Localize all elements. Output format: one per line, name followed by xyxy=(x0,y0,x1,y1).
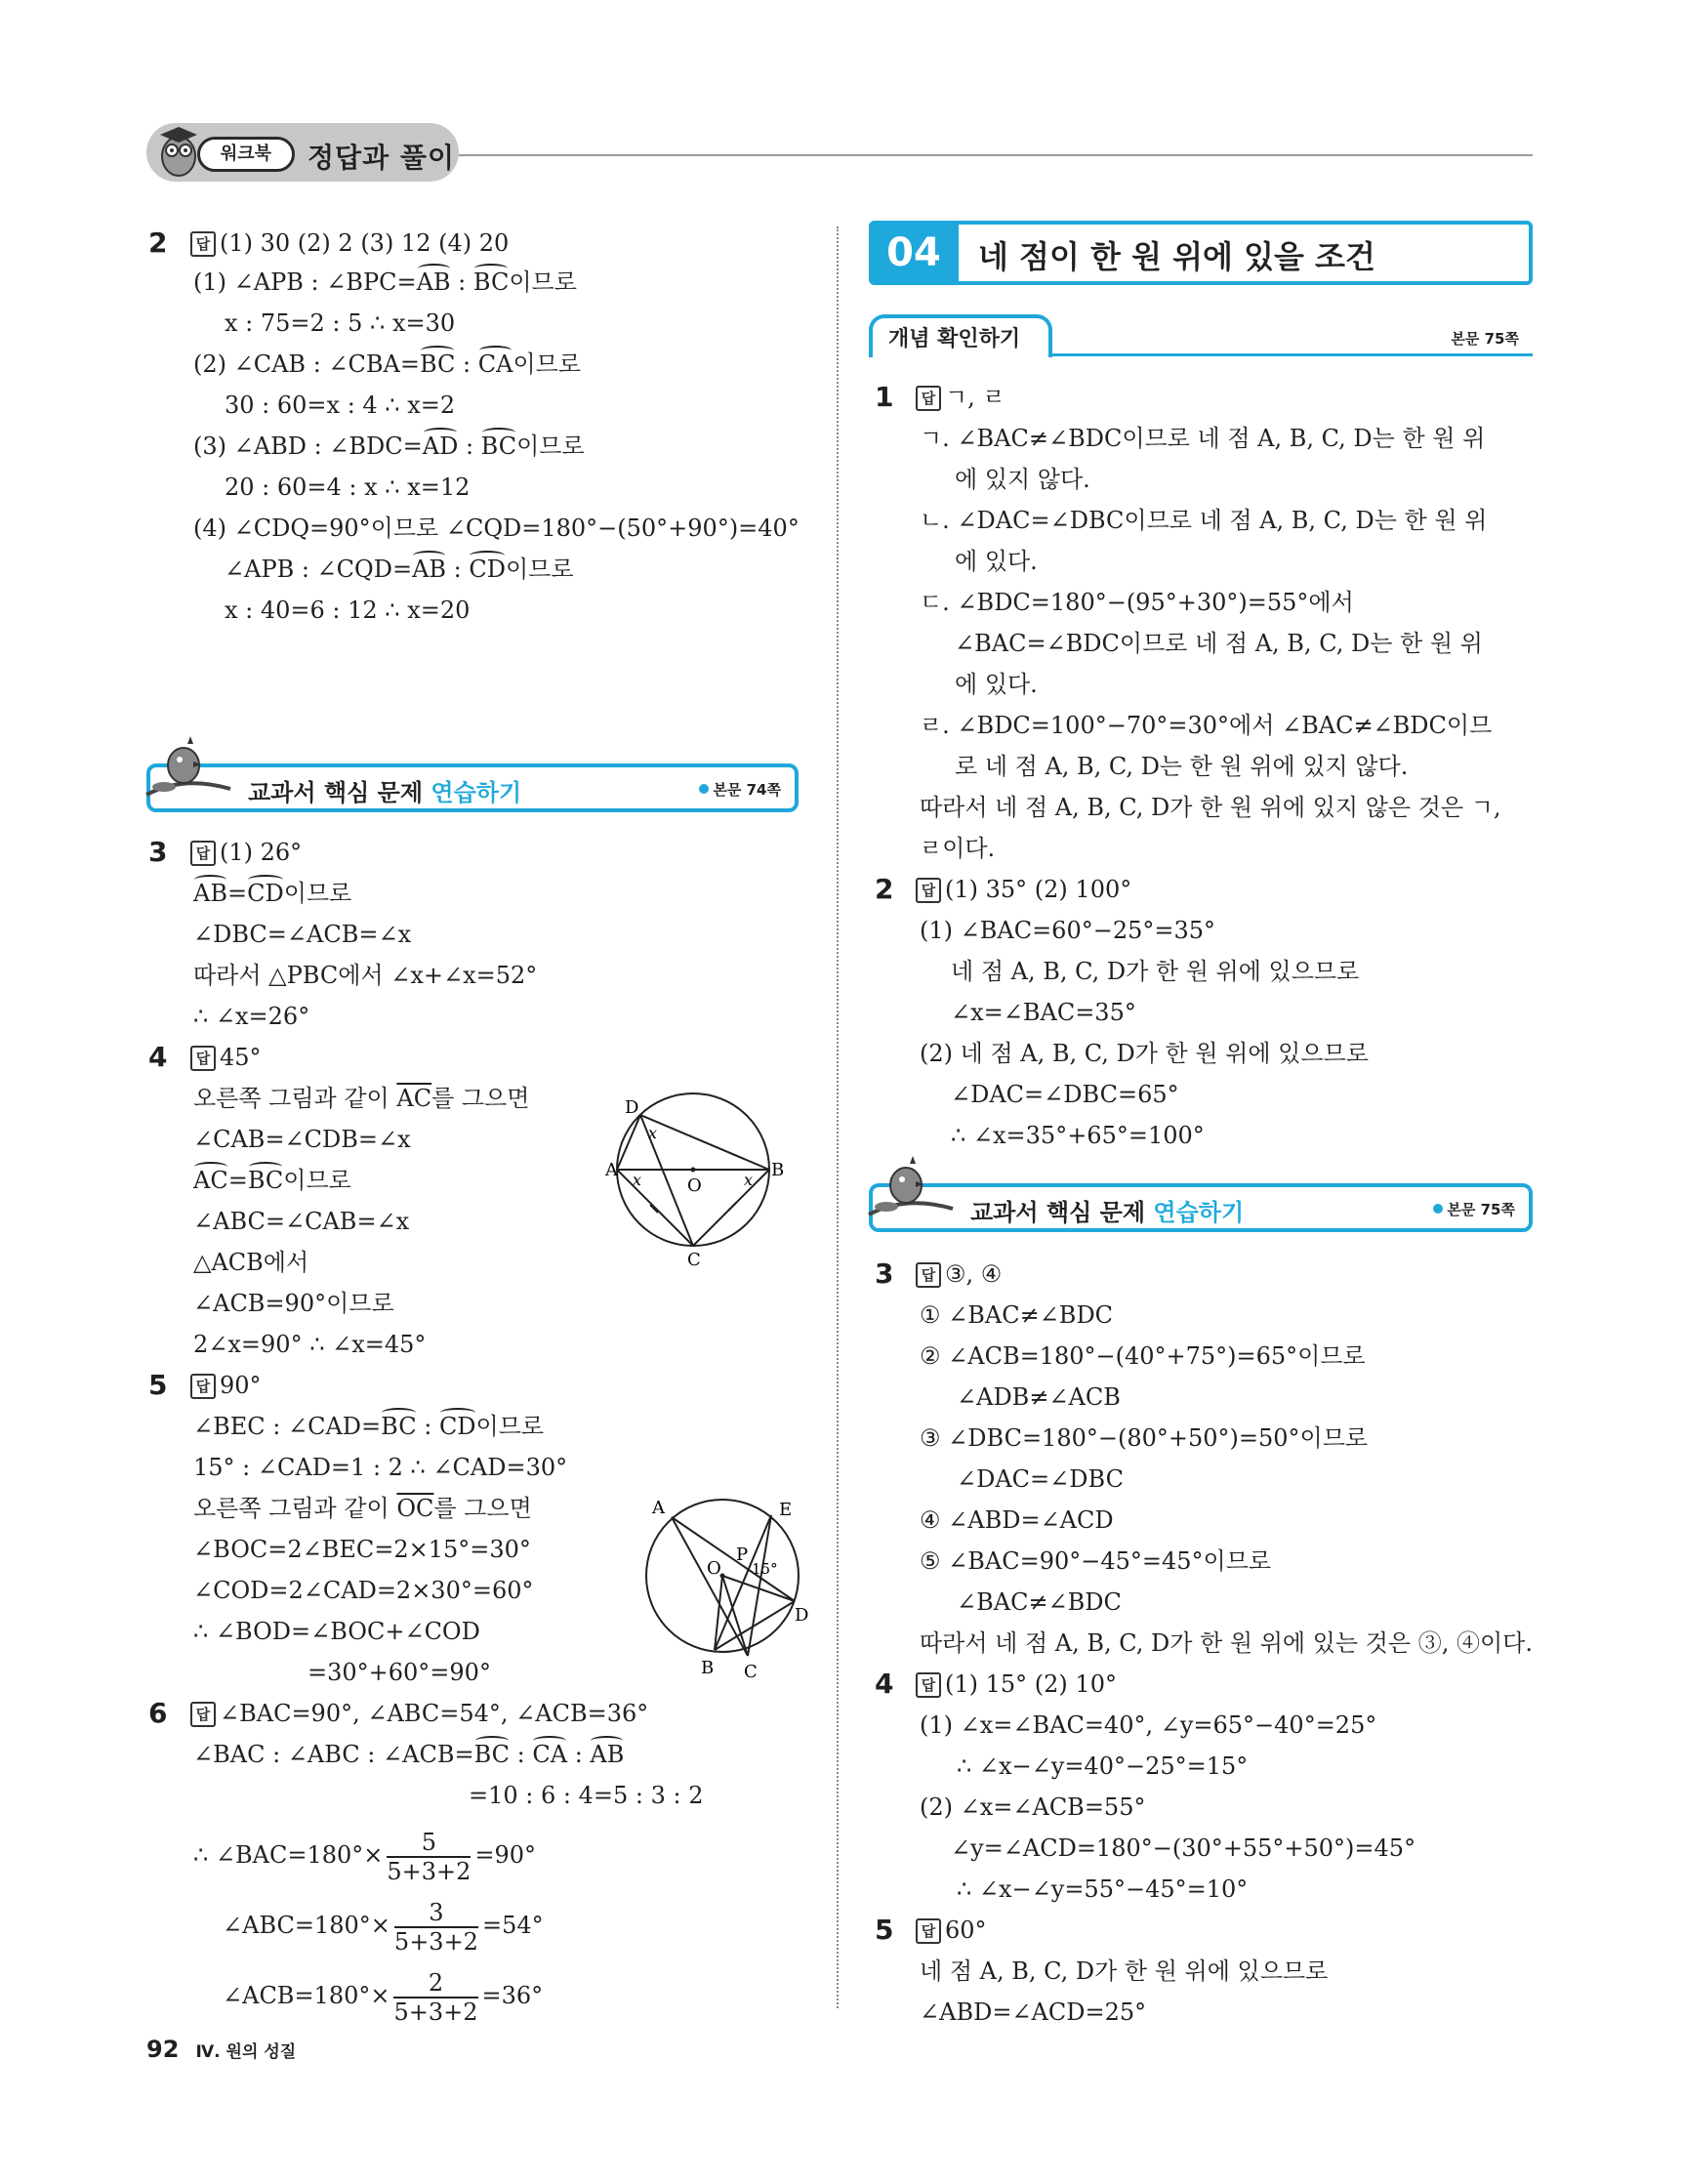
solution-line: ∠y=∠ACD=180°−(30°+55°+50°)=45° xyxy=(951,1834,1416,1862)
solution-line: AC=BC이므로 xyxy=(193,1167,351,1194)
solution-line: ㄱ. ∠BAC≠∠BDC이므로 네 점 A, B, C, D는 한 원 위 xyxy=(920,425,1486,452)
solution-line: x : 75=2 : 5 ∴ x=30 xyxy=(225,309,456,337)
point-label-c: C xyxy=(687,1250,701,1270)
solution-line: 오른쪽 그림과 같이 $\overline{OC}$를 그으면 xyxy=(193,1495,532,1522)
answer-line: 답 90° xyxy=(190,1371,262,1400)
chapter-title: Ⅳ. 원의 성질 xyxy=(195,2042,297,2062)
practice-banner xyxy=(146,763,799,812)
page-number: 92 xyxy=(146,2036,180,2063)
solution-line: ④ ∠ABD=∠ACD xyxy=(920,1506,1114,1534)
solution-line: 따라서 네 점 A, B, C, D가 한 원 위에 있는 것은 ③, ④이다. xyxy=(920,1629,1533,1657)
solution-line: 에 있지 않다. xyxy=(955,466,1090,493)
practice-banner xyxy=(869,1183,1533,1232)
solution-line: ㄷ. ∠BDC=180°−(95°+30°)=55°에서 xyxy=(920,589,1354,616)
solution-line: ∠x=∠BAC=35° xyxy=(951,999,1136,1026)
fraction-line: ∴ ∠BAC=180°× $\frac{5}{5+3+2}$ =90° xyxy=(193,1828,537,1885)
answer-line: 답 (1) 26° xyxy=(190,838,302,867)
solution-line: ∠DAC=∠DBC=65° xyxy=(951,1081,1179,1108)
point-label-p: P xyxy=(736,1545,749,1565)
solution-line: ∠DBC=∠ACB=∠x xyxy=(193,921,412,948)
left-column xyxy=(146,225,810,2026)
question-number: 5 xyxy=(148,1369,168,1401)
solution-line: 에 있다. xyxy=(955,671,1038,698)
page-footer xyxy=(146,2036,296,2063)
solution-line: ∠ACB=90°이므로 xyxy=(193,1290,394,1317)
solution-line: ∠DAC=∠DBC xyxy=(957,1465,1124,1493)
solution-line: ∠APB : ∠CQD=AB : CD이므로 xyxy=(225,556,574,583)
question-number: 1 xyxy=(875,381,894,413)
question-number: 5 xyxy=(875,1914,894,1946)
solution-line: =30°+60°=90° xyxy=(308,1659,491,1686)
solution-line: AB=CD이므로 xyxy=(193,880,352,907)
solution-line: ∠CAB=∠CDB=∠x xyxy=(193,1126,411,1153)
solution-line: ∴ ∠x−∠y=55°−45°=10° xyxy=(957,1875,1249,1903)
point-label-a: A xyxy=(605,1160,618,1180)
solution-line: ∴ ∠x=26° xyxy=(193,1003,310,1030)
solution-line: 로 네 점 A, B, C, D는 한 원 위에 있지 않다. xyxy=(955,753,1409,780)
answer-line: 답 45° xyxy=(190,1043,262,1072)
header-title: 정답과 풀이 xyxy=(308,142,455,174)
answer-line: 답 (1) 35° (2) 100° xyxy=(916,875,1131,904)
concept-label: 개념 확인하기 xyxy=(888,327,1021,351)
solution-line: △ACB에서 xyxy=(193,1249,309,1276)
point-label-d: D xyxy=(625,1097,639,1118)
solution-line: (1) ∠x=∠BAC=40°, ∠y=65°−40°=25° xyxy=(920,1711,1377,1739)
right-column xyxy=(869,379,1542,2026)
solution-line: (2) ∠CAB : ∠CBA=BC : CA이므로 xyxy=(193,350,582,378)
solution-line: 15° : ∠CAD=1 : 2 ∴ ∠CAD=30° xyxy=(193,1454,568,1481)
solution-line: (4) ∠CDQ=90°이므로 ∠CQD=180°−(50°+90°)=40° xyxy=(193,515,800,542)
concept-tab xyxy=(869,314,1533,357)
solution-line: ∠ABD=∠ACD=25° xyxy=(920,1999,1147,2026)
solution-line: ∠COD=2∠CAD=2×30°=60° xyxy=(193,1577,534,1604)
solution-line: 20 : 60=4 : x ∴ x=12 xyxy=(225,474,471,501)
solution-line: ∴ ∠x−∠y=40°−25°=15° xyxy=(957,1752,1249,1780)
point-label-e: E xyxy=(779,1500,793,1520)
angle-label: x xyxy=(648,1124,658,1142)
point-label-o: O xyxy=(707,1558,721,1579)
point-label-b: B xyxy=(701,1658,715,1678)
solution-line: (1) ∠BAC=60°−25°=35° xyxy=(920,917,1216,944)
fraction-line: ∠ABC=180°× $\frac{3}{5+3+2}$ =54° xyxy=(223,1898,544,1956)
workbook-badge: 워크북 xyxy=(197,137,295,172)
solution-line: ∠ADB≠∠ACB xyxy=(957,1383,1121,1411)
question-number: 2 xyxy=(148,227,168,259)
solution-line: 2∠x=90° ∴ ∠x=45° xyxy=(193,1331,427,1358)
section-number: 04 xyxy=(869,221,959,285)
answer-line: 답 ㄱ, ㄹ xyxy=(916,383,1005,412)
solution-line: 따라서 네 점 A, B, C, D가 한 원 위에 있지 않은 것은 ㄱ, xyxy=(920,794,1501,821)
solution-line: ∠ABC=∠CAB=∠x xyxy=(193,1208,410,1235)
circle-figure-q4 xyxy=(605,1084,785,1270)
solution-line: ∠BAC=∠BDC이므로 네 점 A, B, C, D는 한 원 위 xyxy=(955,630,1483,657)
answer-line: 답 ③, ④ xyxy=(916,1259,1002,1289)
section-heading xyxy=(869,221,1533,285)
angle-label: x xyxy=(633,1171,642,1189)
solution-line: ∠BAC≠∠BDC xyxy=(957,1588,1122,1616)
banner-page-ref: 본문 74쪽 xyxy=(699,779,781,800)
point-label-o: O xyxy=(687,1175,702,1196)
header-rule xyxy=(454,154,1533,156)
answer-line: 답 60° xyxy=(916,1916,987,1945)
solution-line: ① ∠BAC≠∠BDC xyxy=(920,1301,1114,1329)
solution-line: 30 : 60=x : 4 ∴ x=2 xyxy=(225,391,456,419)
solution-line: (1) ∠APB : ∠BPC=AB : BC이므로 xyxy=(193,268,577,296)
question-number: 3 xyxy=(148,836,168,868)
banner-page-ref: 본문 75쪽 xyxy=(1433,1199,1515,1219)
question-number: 6 xyxy=(148,1697,168,1729)
solution-line: ∠BEC : ∠CAD=BC : CD이므로 xyxy=(193,1413,545,1440)
solution-line: ㄴ. ∠DAC=∠DBC이므로 네 점 A, B, C, D는 한 원 위 xyxy=(920,507,1488,534)
bird-icon xyxy=(867,1152,955,1220)
question-number: 4 xyxy=(148,1041,168,1073)
solution-line: ∴ ∠x=35°+65°=100° xyxy=(951,1122,1205,1149)
solution-line: 네 점 A, B, C, D가 한 원 위에 있으므로 xyxy=(920,1957,1329,1985)
solution-line: (2) 네 점 A, B, C, D가 한 원 위에 있으므로 xyxy=(920,1040,1369,1067)
section-title: 네 점이 한 원 위에 있을 조건 xyxy=(978,238,1375,275)
solution-line: ⑤ ∠BAC=90°−45°=45°이므로 xyxy=(920,1547,1272,1575)
angle-label: 15° xyxy=(752,1560,778,1578)
solution-line: (2) ∠x=∠ACB=55° xyxy=(920,1793,1146,1821)
question-number: 3 xyxy=(875,1257,894,1290)
solution-line: ∠BAC : ∠ABC : ∠ACB=BC : CA : AB xyxy=(193,1741,625,1768)
answer-line: 답 (1) 15° (2) 10° xyxy=(916,1669,1117,1699)
question-number: 4 xyxy=(875,1668,894,1700)
page-header xyxy=(146,121,1533,189)
solution-line: 에 있다. xyxy=(955,548,1038,575)
solution-line: ㄹ이다. xyxy=(920,835,996,862)
concept-page-ref: 본문 75쪽 xyxy=(1451,330,1519,348)
fraction-line: ∠ACB=180°× $\frac{2}{5+3+2}$ =36° xyxy=(223,1968,544,2026)
bird-icon xyxy=(144,732,232,801)
solution-line: =10 : 6 : 4=5 : 3 : 2 xyxy=(469,1782,704,1809)
angle-label: x xyxy=(744,1171,754,1189)
point-label-b: B xyxy=(771,1160,785,1180)
solution-line: 네 점 A, B, C, D가 한 원 위에 있으므로 xyxy=(951,958,1360,985)
point-label-c: C xyxy=(744,1662,758,1682)
solution-line: 따라서 △PBC에서 ∠x+∠x=52° xyxy=(193,962,538,989)
solution-line: ∠BOC=2∠BEC=2×15°=30° xyxy=(193,1536,531,1563)
solution-line: ∴ ∠BOD=∠BOC+∠COD xyxy=(193,1618,480,1645)
solution-line: ㄹ. ∠BDC=100°−70°=30°에서 ∠BAC≠∠BDC이므 xyxy=(920,712,1493,739)
point-label-d: D xyxy=(795,1605,809,1626)
question-number: 2 xyxy=(875,873,894,905)
solution-line: x : 40=6 : 12 ∴ x=20 xyxy=(225,597,471,624)
solution-line: ② ∠ACB=180°−(40°+75°)=65°이므로 xyxy=(920,1342,1366,1370)
answer-line: 답 (1) 30 (2) 2 (3) 12 (4) 20 xyxy=(190,228,509,258)
banner-title: 교과서 핵심 문제 연습하기 xyxy=(970,1199,1245,1226)
header-pill xyxy=(146,123,459,182)
banner-title: 교과서 핵심 문제 연습하기 xyxy=(248,779,522,806)
column-divider xyxy=(837,227,839,2008)
solution-line: 오른쪽 그림과 같이 $\overline{AC}$를 그으면 xyxy=(193,1085,530,1112)
solution-line: (3) ∠ABD : ∠BDC=AD : BC이므로 xyxy=(193,433,585,460)
point-label-a: A xyxy=(652,1498,665,1518)
solution-line: ③ ∠DBC=180°−(80°+50°)=50°이므로 xyxy=(920,1424,1369,1452)
circle-figure-q5 xyxy=(635,1492,810,1682)
answer-line: 답 ∠BAC=90°, ∠ABC=54°, ∠ACB=36° xyxy=(190,1699,648,1728)
